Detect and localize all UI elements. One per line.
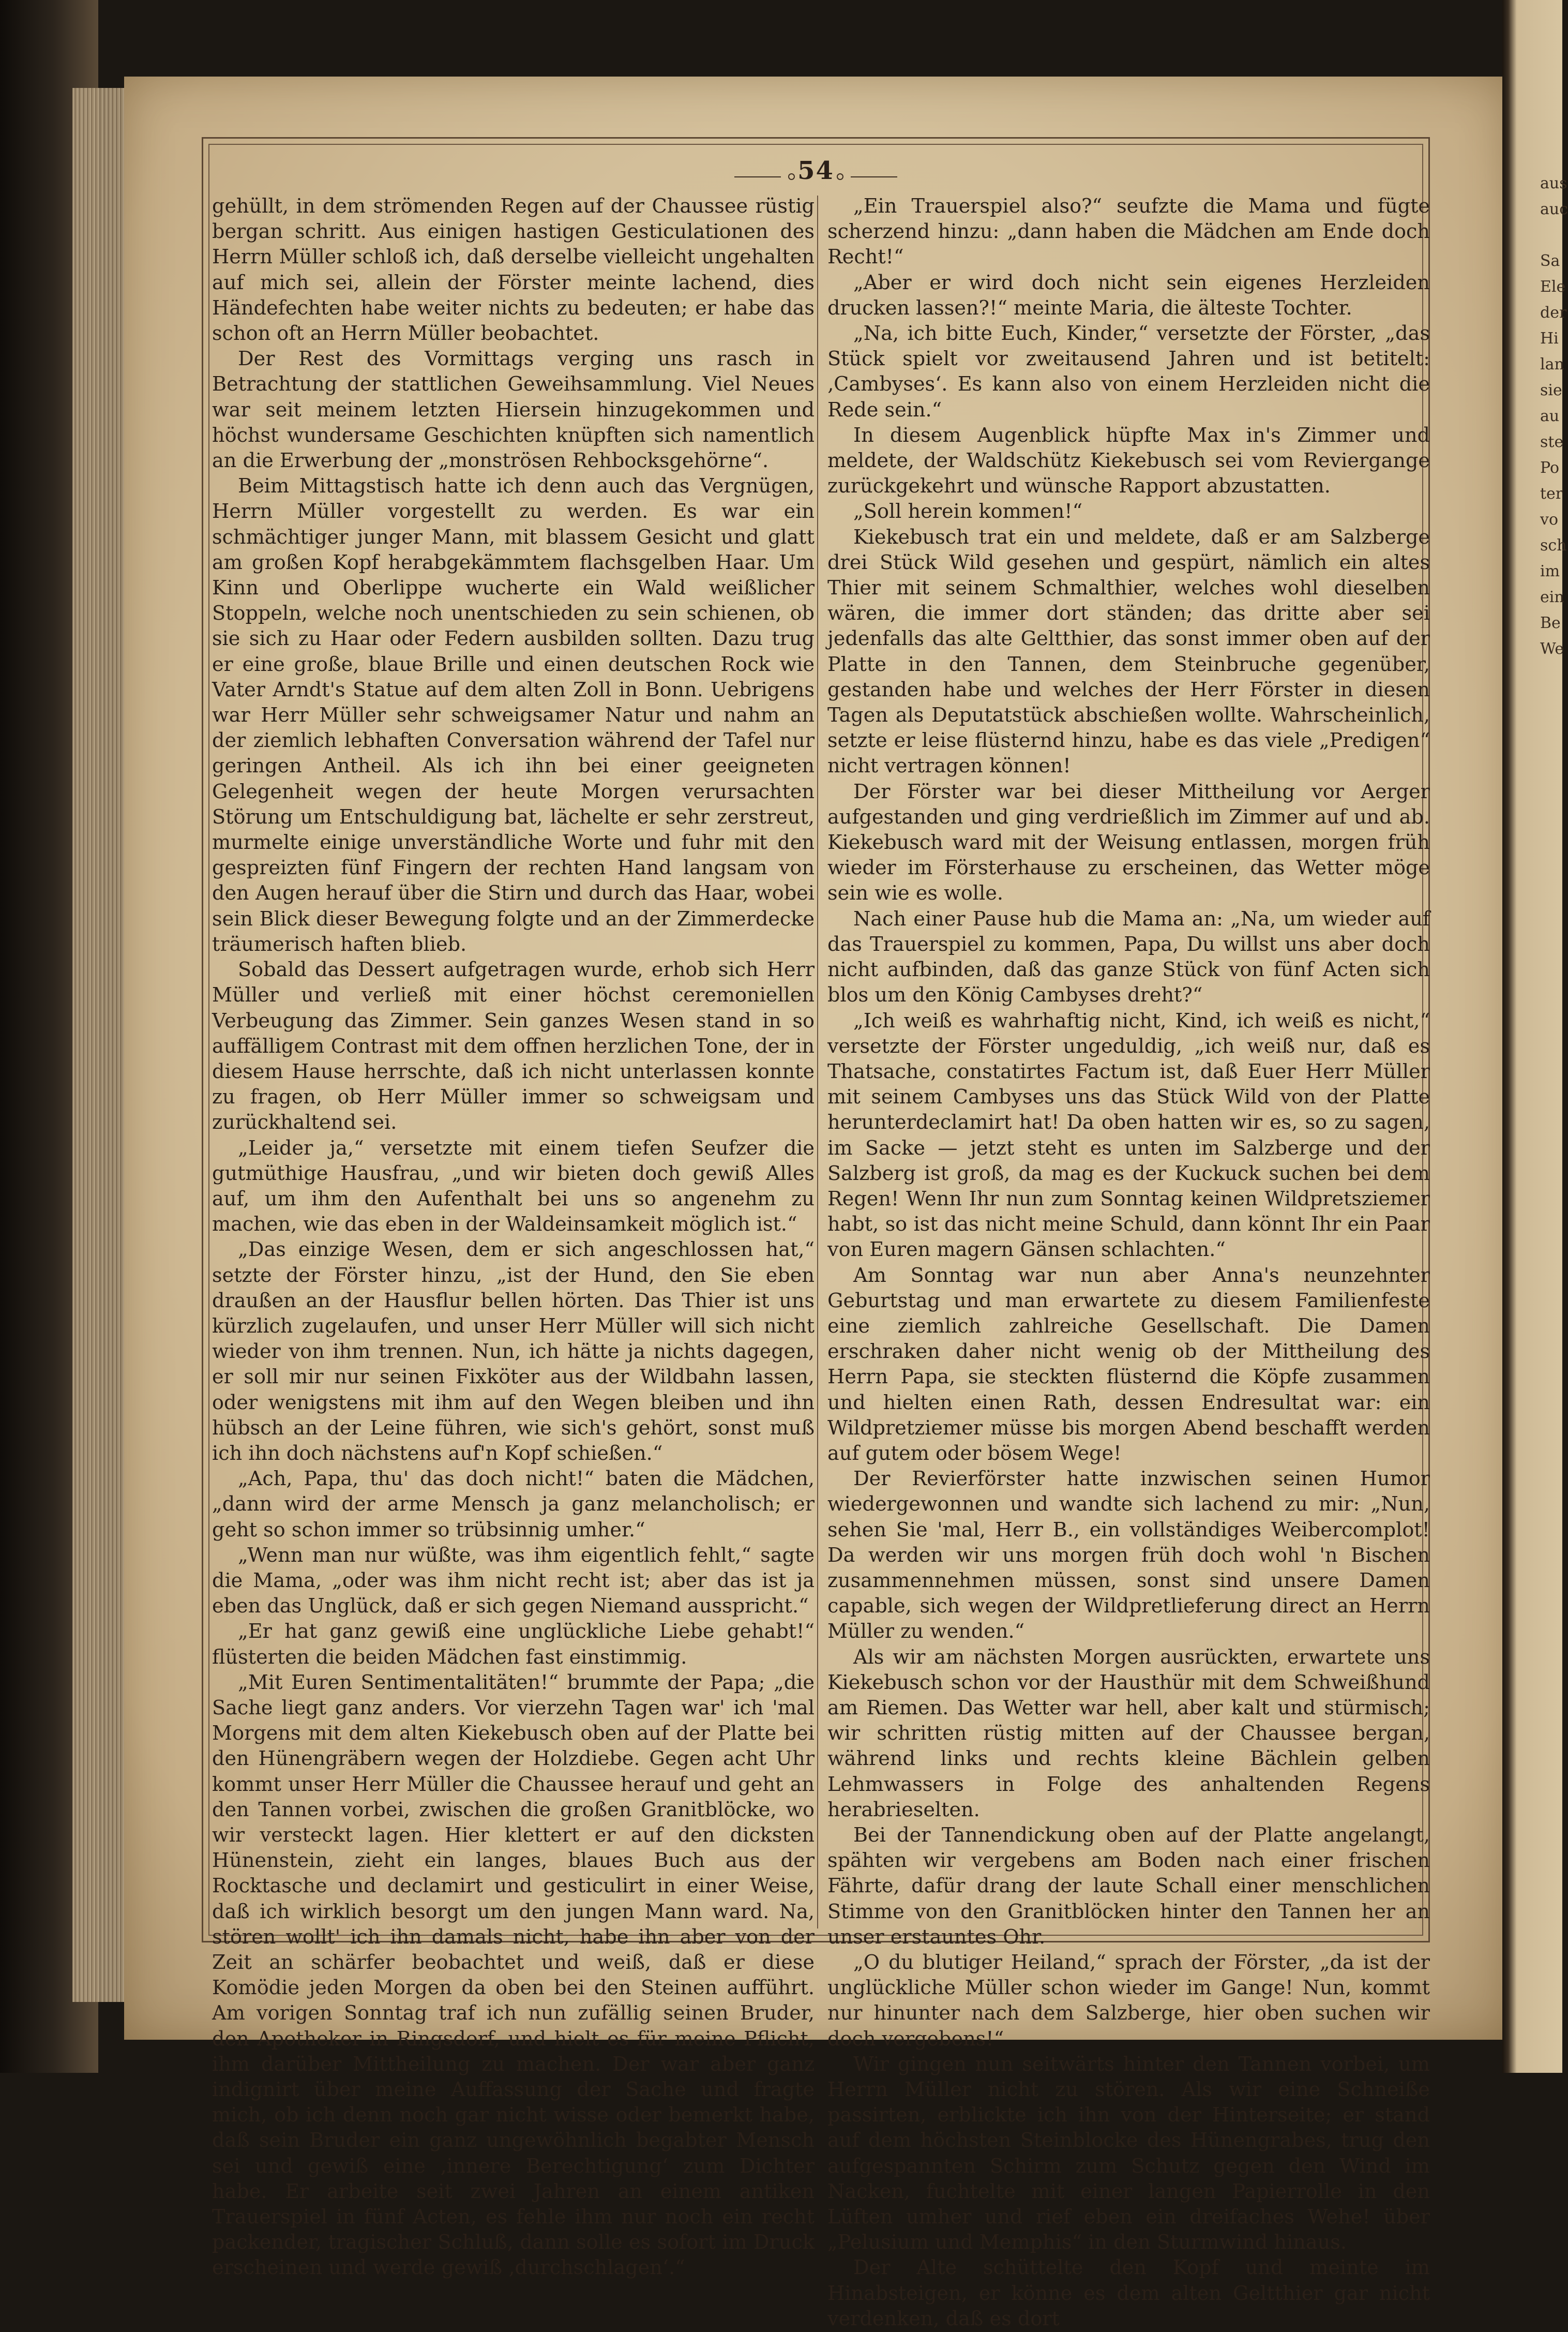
header-ornament-left [788, 173, 795, 180]
adjacent-page-text [1540, 171, 1568, 662]
margin-fragment [1540, 222, 1561, 248]
page-edges [72, 88, 129, 2002]
margin-fragment: Ele [1540, 278, 1566, 296]
paragraph: Sobald das Dessert aufgetragen wurde, erhob sich Herr Müller und verließ mit einer höchst ceremoniellen Verbeugung das Zimmer. Sein ganzes Wesen stand in so auffälligem Contrast mit dem offnen herzlichen Tone, der in diesem Hause herrschte, daß ich nicht unterlassen konnte zu fragen, ob Herr Müller immer so schweigsam und zurückhaltend sei. [212, 959, 815, 1134]
margin-fragment: au [1540, 407, 1560, 425]
page-number: 54 [797, 156, 834, 185]
paragraph: „Mit Euren Sentimentalitäten!“ brummte der Papa; „die Sache liegt ganz anders. Vor vierzehn Tagen war' ich 'mal Morgens mit dem alten Kiekebusch oben auf der Platte bei den Hünengräbern wegen der Holzdiebe. Gegen acht Uhr kommt unser Herr Müller die Chaussee herauf und geht an den Tannen vorbei, zwischen die großen Granitblöcke, wo wir versteckt lagen. Hier klettert er auf den dicksten Hünenstein, zieht ein langes, blaues Buch aus der Rocktasche und declamirt und gesticulirt in einer Weise, daß ich wirklich besorgt um den jungen Mann ward. Na, stören wollt' ich ihn damals nicht, habe ihn aber von der Zeit an schärfer beobachtet und weiß, daß er diese Komödie jeden Morgen da oben bei den Steinen aufführt. Am vorigen Sonntag traf ich nun zufällig seinen Bruder, den Apotheker in Ringsdorf, und hielt es für meine Pflicht, ihm darüber Mittheilung zu machen. Der war aber ganz indignirt über meine Auffassung der Sache und fragte mich, ob ich denn noch gar nicht wisse oder bemerkt habe, daß sein Bruder ein ganz ungewöhnlich begabter Mensch sei und gewiß eine ‚innere Berechtigung‘ zum Dichter habe. Er arbeite seit zwei Jahren an einem antiken Trauerspiel in fünf Acten, es fehle ihm nur noch ein recht packender, tragischer Schluß, dann solle es sofort im Druck erscheinen und werde gewiß ‚durchschlagen‘.“ [212, 1671, 815, 2280]
margin-fragment: sch [1540, 536, 1567, 555]
margin-fragment: ter [1540, 485, 1563, 503]
page-header [208, 150, 1423, 191]
paragraph: In diesem Augenblick hüpfte Max in's Zimmer und meldete, der Waldschütz Kiekebusch sei vom Reviergange zurückgekehrt und wünsche Rapport abzustatten. [827, 424, 1430, 498]
paragraph: Der Revierförster hatte inzwischen seinen Humor wiedergewonnen und wandte sich lachend zu mir: „Nun, sehen Sie 'mal, Herr B., ein vollständiges Weibercomplot! Da werden wir uns morgen früh doch wohl 'n Bischen zusammennehmen müssen, sonst sind unsere Damen capable, sich wegen der Wildpretlieferung direct an Herrn Müller zu wenden.“ [827, 1468, 1430, 1643]
paragraph: „Ach, Papa, thu' das doch nicht!“ baten die Mädchen, „dann wird der arme Mensch ja ganz melancholisch; er geht so schon immer so trübsinnig umher.“ [212, 1468, 815, 1542]
paragraph: „O du blutiger Heiland,“ sprach der Förster, „da ist der unglückliche Müller schon wieder im Gange! Nun, kommt nur hinunter nach dem Salzberge, hier oben suchen wir doch vergebens!“ [827, 1951, 1430, 2051]
paragraph: gehüllt, in dem strömenden Regen auf der Chaussee rüstig bergan schritt. Aus einigen hastigen Gesticulationen des Herrn Müller schloß ich, daß derselbe vielleicht ungehalten auf mich sei, allein der Förster meinte lachend, dies Händefechten habe weiter nichts zu bedeuten; er habe das schon oft an Herrn Müller beobachtet. [212, 195, 815, 346]
margin-fragment: ein [1540, 588, 1564, 606]
margin-fragment: der [1540, 304, 1567, 322]
paragraph: Als wir am nächsten Morgen ausrückten, erwartete uns Kiekebusch schon vor der Hausthür mit dem Schweißhund am Riemen. Das Wetter war hell, aber kalt und stürmisch; wir schritten rüstig mitten auf der Chaussee bergan, während links und rechts kleine Bächlein gelben Lehmwassers in Folge des anhaltenden Regens herabrieselten. [827, 1646, 1430, 1821]
paragraph: Am Sonntag war nun aber Anna's neunzehnter Geburtstag und man erwartete zu diesem Familienfeste eine ziemlich zahlreiche Gesellschaft. Die Damen erschraken daher nicht wenig ob der Mittheilung des Herrn Papa, sie steckten flüsternd die Köpfe zusammen und hielten einen Rath, dessen Endresultat war: ein Wildpretziemer müsse bis morgen Abend beschafft werden auf gutem oder bösem Wege! [827, 1264, 1430, 1465]
left-column [212, 194, 815, 2280]
paragraph: „Er hat ganz gewiß eine unglückliche Liebe gehabt!“ flüsterten die beiden Mädchen fast einstimmig. [212, 1620, 815, 1669]
margin-fragment: sie [1540, 381, 1562, 399]
paragraph: „Wenn man nur wüßte, was ihm eigentlich fehlt,“ sagte die Mama, „oder was ihm nicht recht ist; aber das ist ja eben das Unglück, daß er sich gegen Niemand ausspricht.“ [212, 1544, 815, 1618]
paragraph: „Ein Trauerspiel also?“ seufzte die Mama und fügte scherzend hinzu: „dann haben die Mädchen am Ende doch Recht!“ [827, 195, 1430, 269]
header-ornament-right [837, 173, 843, 180]
margin-fragment: aus [1540, 174, 1567, 192]
column-divider [817, 196, 818, 1929]
margin-fragment: Po [1540, 459, 1560, 477]
margin-fragment: vo [1540, 511, 1559, 529]
margin-fragment: lan [1540, 355, 1564, 373]
paragraph: „Soll herein kommen!“ [853, 500, 1083, 524]
paragraph: Der Alte schüttelte den Kopf und meinte im Hinabsteigen, er könne es dem alten Geltthier gar nicht verdenken, daß es dort [827, 2256, 1430, 2330]
header-rule-right [851, 176, 897, 177]
header-rule-left [734, 176, 781, 177]
right-column [827, 194, 1430, 2330]
paragraph: Beim Mittagstisch hatte ich denn auch das Vergnügen, Herrn Müller vorgestellt zu werden. Es war ein schmächtiger junger Mann, mit blassem Gesicht und glatt am großen Kopf herabgekämmtem flachsgelben Haar. Um Kinn und Oberlippe wucherte ein Wald weißlicher Stoppeln, welche noch unentschieden zu sein schienen, ob sie sich zu Haar oder Federn ausbilden sollten. Dazu trug er eine große, blaue Brille und einen deutschen Rock wie Vater Arndt's Statue auf dem alten Zoll in Bonn. Uebrigens war Herr Müller sehr schweigsamer Natur und nahm an der ziemlich lebhaften Conversation während der Tafel nur geringen Antheil. Als ich ihn bei einer geeigneten Gelegenheit wegen der heute Morgen verursachten Störung um Entschuldigung bat, lächelte er sehr zerstreut, murmelte einige unverständliche Worte und fuhr mit den gespreizten fünf Fingern der rechten Hand langsam von den Augen herauf über die Stirn und durch das Haar, wobei sein Blick dieser Bewegung folgte und an der Zimmerdecke träumerisch haften blieb. [212, 475, 815, 956]
paragraph: Kiekebusch trat ein und meldete, daß er am Salzberge drei Stück Wild gesehen und gespürt, nämlich ein altes Thier mit seinem Schmalthier, welches wohl dieselben wären, die immer dort ständen; das dritte aber sei jedenfalls das alte Geltthier, das sonst immer oben auf der Platte in den Tannen, dem Steinbruche gegenüber, gestanden habe und welches der Herr Förster in diesen Tagen als Deputatstück abschießen wollte. Wahrscheinlich, setzte er leise flüsternd hinzu, habe es das viele „Predigen“ nicht vertragen können! [827, 526, 1430, 778]
paragraph: „Na, ich bitte Euch, Kinder,“ versetzte der Förster, „das Stück spielt vor zweitausend Jahren und ist betitelt: ‚Cambyses‘. Es kann also von einem Herzleiden nicht die Rede sein.“ [827, 322, 1430, 422]
margin-fragment: Hi [1540, 330, 1559, 348]
margin-fragment: We [1540, 640, 1564, 658]
paragraph: „Das einzige Wesen, dem er sich angeschlossen hat,“ setzte der Förster hinzu, „ist der Hund, den Sie eben draußen an der Hausflur bellen hörten. Das Thier ist uns kürzlich zugelaufen, und unser Herr Müller will sich nicht wieder von ihm trennen. Nun, ich hätte ja nichts dagegen, er soll mir nur seinen Fixköter aus der Wildbahn lassen, oder wenigstens mit ihm auf den Wegen bleiben und ihn hübsch an der Leine führen, wie sich's gehört, sonst muß ich ihn doch nächstens auf'n Kopf schießen.“ [212, 1238, 815, 1465]
paragraph: Der Förster war bei dieser Mittheilung vor Aerger aufgestanden und ging verdrießlich im Zimmer auf und ab. Kiekebusch ward mit der Weisung entlassen, morgen früh wieder im Försterhause zu erscheinen, das Wetter möge sein wie es wolle. [827, 780, 1430, 905]
paragraph: „Aber er wird doch nicht sein eigenes Herzleiden drucken lassen?!“ meinte Maria, die älteste Tochter. [827, 271, 1430, 320]
paragraph: Nach einer Pause hub die Mama an: „Na, um wieder auf das Trauerspiel zu kommen, Papa, Du willst uns aber doch nicht aufbinden, daß das ganze Stück von fünf Acten sich blos um den König Cambyses dreht?“ [827, 907, 1430, 1007]
paragraph: „Ich weiß es wahrhaftig nicht, Kind, ich weiß es nicht,“ versetzte der Förster ungeduldig, „ich weiß nur, daß es Thatsache, constatirtes Factum ist, daß Euer Herr Müller mit seinem Cambyses uns das Stück Wild von der Platte herunterdeclamirt hat! Da oben hatten wir es, so zu sagen, im Sacke — jetzt steht es unten im Salzberge und der Salzberg ist groß, da mag es der Kuckuck suchen bei dem Regen! Wenn Ihr nun zum Sonntag keinen Wildpretsziemer habt, so ist das nicht meine Schuld, dann könnt Ihr ein Paar von Euren magern Gänsen schlachten.“ [827, 1009, 1430, 1262]
margin-fragment: Sa [1540, 252, 1560, 270]
margin-fragment: auc [1540, 200, 1568, 218]
paragraph: Der Rest des Vormittags verging uns rasch in Betrachtung der stattlichen Geweihsammlung. Viel Neues war seit meinem letzten Hiersein hinzugekommen und höchst wundersame Geschichten knüpften sich namentlich an die Erwerbung der „monströsen Rehbocksgehörne“. [212, 348, 815, 473]
margin-fragment: im [1540, 562, 1560, 580]
margin-fragment: Be [1540, 614, 1561, 632]
paragraph: „Leider ja,“ versetzte mit einem tiefen Seufzer die gutmüthige Hausfrau, „und wir bieten doch gewiß Alles auf, um ihm den Aufenthalt bei uns so angenehm zu machen, wie das eben in der Waldeinsamkeit möglich ist.“ [212, 1137, 815, 1236]
paragraph: Wir gingen nun seitwärts hinter den Tannen vorbei, um Herrn Müller nicht zu stören. Als wir eine Schneiße passirten, erblickte ich ihn von der Hinterseite; er stand auf dem höchsten Steinblocke des Hünengrabes, trug den aufgespannten Schirm zum Schutz gegen den Wind im Nacken, fuchtelte mit einer langen Papierrolle in den Lüften umher und rief eben ein dreifaches Wehe! über „Pelusium und Memphis“ in den Sturmwind hinaus. [827, 2053, 1430, 2254]
margin-fragment: ste [1540, 433, 1564, 451]
paragraph: Bei der Tannendickung oben auf der Platte angelangt, spähten wir vergebens am Boden nach einer frischen Fährte, dafür drang der laute Schall einer menschlichen Stimme von den Granitblöcken hinter den Tannen her an unser erstauntes Ohr. [827, 1824, 1430, 1949]
